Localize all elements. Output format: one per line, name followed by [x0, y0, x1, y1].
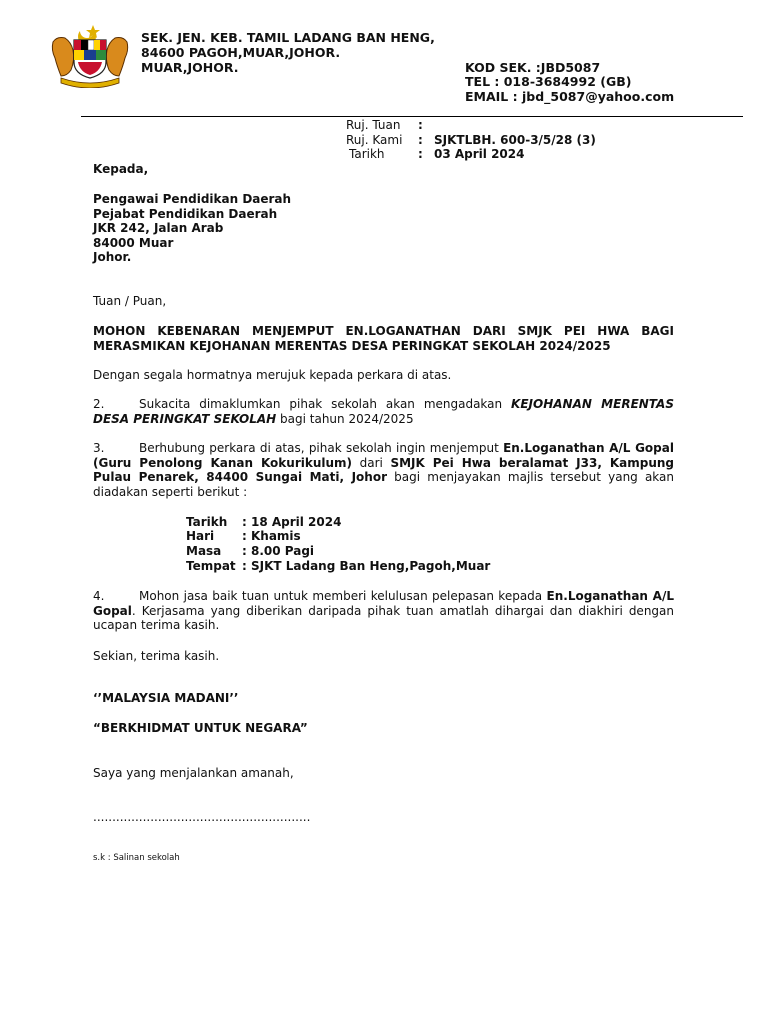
detail-masa-value: : 8.00 Pagi	[242, 544, 315, 558]
detail-masa	[186, 544, 314, 558]
paragraph-2-text-b: bagi tahun 2024/2025	[276, 411, 414, 426]
tarikh-label: Tarikh	[349, 147, 385, 161]
detail-tarikh-label: Tarikh	[186, 515, 228, 529]
school-address-line1: 84600 PAGOH,MUAR,JOHOR.	[141, 45, 341, 60]
ruj-tuan-colon: :	[418, 118, 423, 132]
tarikh-colon: :	[418, 147, 423, 161]
school-email: EMAIL : jbd_5087@yahoo.com	[465, 89, 675, 104]
ruj-kami-label: Ruj. Kami	[346, 133, 403, 147]
malaysia-coat-of-arms-icon	[47, 22, 133, 88]
detail-hari-value: : Khamis	[242, 529, 301, 543]
paragraph-3-invitee: En.Loganathan A/L Gopal (Guru Penolong Kanan Kokurikulum)	[93, 441, 674, 470]
ruj-tuan-label: Ruj. Tuan	[346, 118, 401, 132]
ref-ruj-kami	[346, 133, 596, 147]
detail-tempat-label: Tempat	[186, 559, 236, 573]
detail-tarikh-value: : 18 April 2024	[242, 515, 342, 529]
school-name: SEK. JEN. KEB. TAMIL LADANG BAN HENG,	[141, 30, 435, 45]
slogan-berkhidmat: “BERKHIDMAT UNTUK NEGARA”	[93, 721, 308, 735]
ref-tarikh	[349, 147, 524, 161]
paragraph-2-text-a: Sukacita dimaklumkan pihak sekolah akan mengadakan	[139, 397, 512, 411]
amanah-line: Saya yang menjalankan amanah,	[93, 766, 294, 780]
paragraph-3-text-c: bagi menjayakan majlis tersebut yang akan diadakan seperti berikut :	[93, 470, 675, 499]
paragraph-2-event-name: KEJOHANAN MERENTAS DESA PERINGKAT SEKOLAH	[93, 397, 674, 426]
detail-tempat-value: : SJKT Ladang Ban Heng,Pagoh,Muar	[242, 559, 491, 573]
paragraph-3-number: 3.	[93, 441, 105, 455]
detail-hari	[186, 529, 301, 543]
paragraph-4	[93, 589, 674, 633]
paragraph-4-invitee: En.Loganathan A/L Gopal	[93, 589, 674, 618]
ruj-kami-value: SJKTLBH. 600-3/5/28 (3)	[434, 133, 596, 147]
detail-tarikh	[186, 515, 341, 529]
recipient-line2: Pejabat Pendidikan Daerah	[93, 207, 278, 221]
recipient-line3: JKR 242, Jalan Arab	[93, 221, 224, 235]
recipient-line5: Johor.	[93, 250, 132, 264]
paragraph-3-text-b: dari	[352, 455, 391, 470]
paragraph-3-school-address: SMJK Pei Hwa beralamat J33, Kampung Pulau Penarek, 84400 Sungai Mati, Johor	[93, 455, 674, 485]
paragraph-3-text-a: Berhubung perkara di atas, pihak sekolah ingin menjemput	[139, 441, 504, 455]
header-divider	[81, 116, 743, 117]
detail-tempat	[186, 559, 490, 573]
paragraph-4-text-b: . Kerjasama yang diberikan daripada pihak tuan amatlah dihargai dan diakhiri dengan ucapan terima kasih.	[93, 603, 674, 633]
recipient-line4: 84000 Muar	[93, 236, 174, 250]
school-tel: TEL : 018-3684992 (GB)	[465, 74, 632, 89]
paragraph-4-text-a: Mohon jasa baik tuan untuk memberi kelulusan pelepasan kepada	[139, 589, 547, 603]
closing-line: Sekian, terima kasih.	[93, 649, 220, 663]
copy-note: s.k : Salinan sekolah	[93, 853, 180, 863]
kepada-label: Kepada,	[93, 162, 149, 176]
paragraph-4-number: 4.	[93, 589, 105, 603]
signature-line: .........................................................	[93, 810, 311, 824]
letter-subject: MOHON KEBENARAN MENJEMPUT EN.LOGANATHAN DARI SMJK PEI HWA BAGI MERASMIKAN KEJOHANAN MERENTAS DESA PERINGKAT SEKOLAH 2024/2025	[93, 324, 674, 353]
paragraph-2	[93, 397, 674, 426]
school-code: KOD SEK. :JBD5087	[465, 60, 601, 75]
recipient-line1: Pengawai Pendidikan Daerah	[93, 192, 292, 206]
paragraph-2-number: 2.	[93, 397, 105, 411]
paragraph-1: Dengan segala hormatnya merujuk kepada perkara di atas.	[93, 368, 452, 382]
detail-masa-label: Masa	[186, 544, 222, 558]
paragraph-3	[93, 441, 674, 499]
slogan-malaysia-madani: ‘’MALAYSIA MADANI’’	[93, 691, 239, 705]
detail-hari-label: Hari	[186, 529, 215, 543]
ruj-kami-colon: :	[418, 133, 423, 147]
salutation: Tuan / Puan,	[93, 294, 167, 308]
school-address-line2: MUAR,JOHOR.	[141, 60, 239, 75]
tarikh-value: 03 April 2024	[434, 147, 525, 161]
ref-ruj-tuan	[346, 118, 434, 132]
